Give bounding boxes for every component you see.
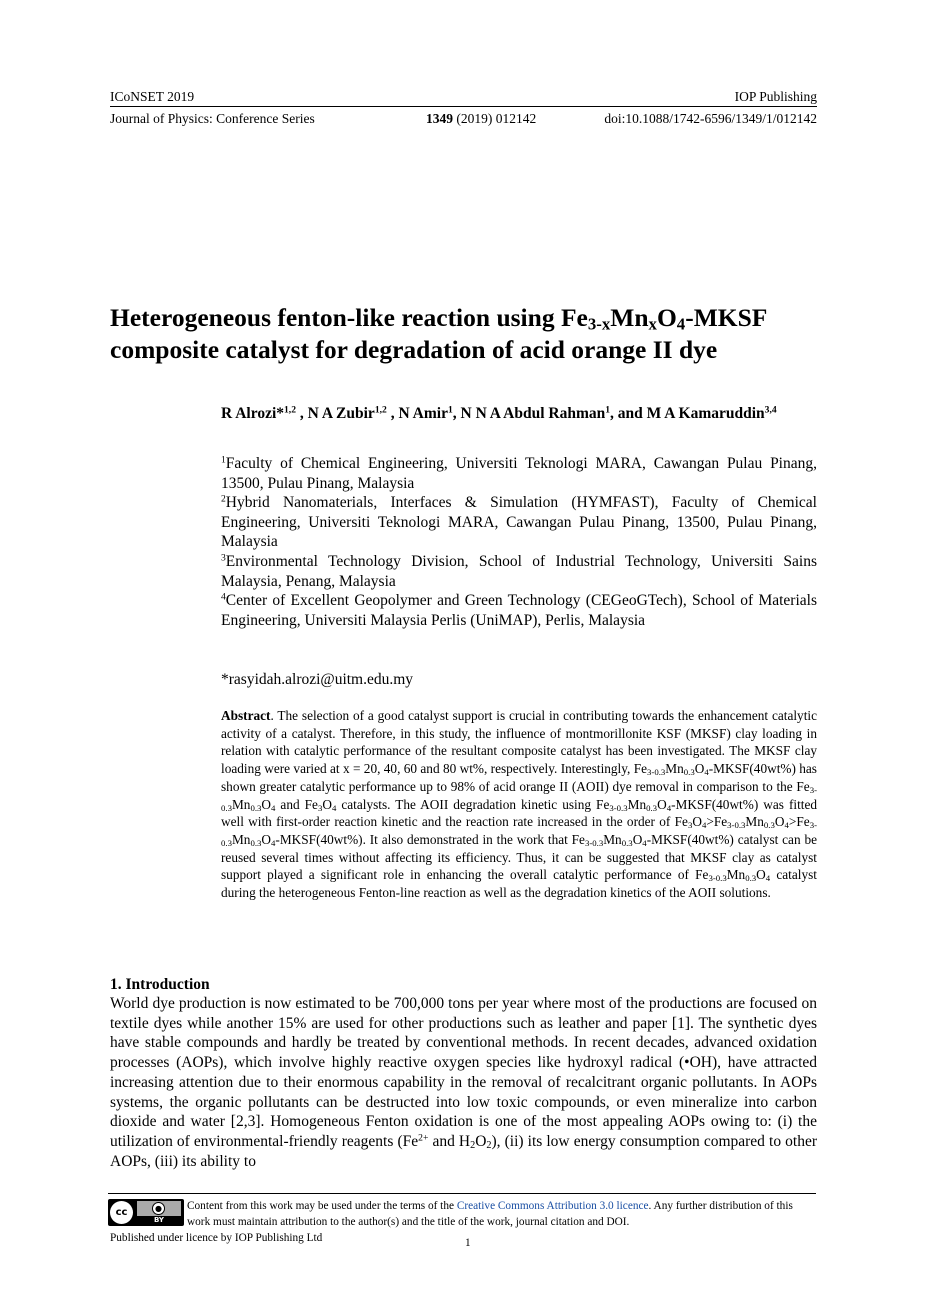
cc-icon: cc — [110, 1201, 133, 1224]
corresponding-email[interactable]: *rasyidah.alrozi@uitm.edu.my — [221, 671, 414, 688]
section-heading-introduction: 1. Introduction — [110, 976, 210, 993]
affiliations — [221, 454, 817, 630]
affiliation-item: $^3$Environmental Technology Division, School of Industrial Technology, Universiti Sains Malaysia, Penang, Malaysia — [221, 552, 817, 590]
affiliation-item: $^1$Faculty of Chemical Engineering, Universiti Teknologi MARA, Cawangan Pulau Pinang, 13500, Pulau Pinang, Malaysia — [221, 454, 817, 492]
author-list: R Alrozi*$^{1,2}$ , N A Zubir$^{1,2}$ , N Amir$^1$, N N A Abdul Rahman$^1$, and M A Kamaruddin$^{3,4}$ — [221, 404, 777, 422]
header-publisher: IOP Publishing — [734, 89, 817, 104]
abstract-label: Abstract — [221, 708, 271, 723]
header-conference: ICoNSET 2019 — [110, 89, 195, 104]
by-attribution-icon — [137, 1201, 181, 1224]
license-text: Content from this work may be used under the terms of the Creative Commons Attribution 3.0 licence. Any further distribution of this work must maintain attribution to the author(s) and the title of the work, journal citation and DOI. — [187, 1200, 793, 1228]
introduction-body: World dye production is now estimated to be 700,000 tons per year where most of the productions are focused on textile dyes while another 15% are used for other productions such as leather and paper [1]. The synthetic dyes have stable compounds and hardly be treated by conventional methods. In recent decades, advanced oxidation processes (AOPs), which involve highly reactive oxygen species like hydroxyl radical (•OH), have attracted increasing attention due to their enormous capability in the removal of recalcitrant organic pollutants. In AOPs systems, the organic pollutants can be destructed into low toxic compounds, or even mineralize into carbon dioxide and water [2,3]. Homogeneous Fenton oxidation is one of the most appealing AOPs owing to: (i) the utilization of environmental-friendly reagents ($Fe^{2+}$ and $H_2O_2$), (ii) its low energy consumption compared to other AOPs, (iii) its ability to — [110, 995, 817, 1170]
header-volume-line — [426, 111, 536, 127]
header-doi: doi:10.1088/1742-6596/1349/1/012142 — [604, 111, 817, 126]
published-under-licence: Published under licence by IOP Publishing Ltd — [110, 1232, 323, 1244]
cc-by-label: BY — [137, 1216, 181, 1224]
footer-rule — [108, 1193, 816, 1194]
cc-by-license-badge[interactable] — [108, 1199, 184, 1226]
affiliation-item: $^4$Center of Excellent Geopolymer and Green Technology (CEGeoGTech), School of Materials Engineering, Universiti Malaysia Perlis (UniMAP), Perlis, Malaysia — [221, 591, 817, 629]
header-year-article: (2019) 012142 — [456, 111, 537, 126]
abstract: Abstract. The selection of a good catalyst support is crucial in contributing towards the enhancement catalytic activity of a catalyst. Therefore, in this study, the influence of montmorillonite KSF (MKSF) clay loading in relation with catalytic performance of the resultant composite catalyst has been investigated. The MKSF clay loading were varied at x = 20, 40, 60 and 80 wt%, respectively. Interestingly, $Fe_{3-0.3}Mn_{0.3}O_4-MKSF(40wt\%)$ has shown greater catalytic performance up to 98% of acid orange II (AOII) dye removal in comparison to the $Fe_{3-0.3}Mn_{0.3}O_4$ and $Fe_3O_4$ catalysts. The AOII degradation kinetic using $Fe_{3-0.3}Mn_{0.3}O_4-MKSF(40wt\%)$ was fitted well with first-order reaction kinetic and the reaction rate increased in the order of $Fe_3O_4>Fe_{3-0.3}Mn_{0.3}O_4>Fe_{3-0.3}Mn_{0.3}O_4-MKSF(40wt\%)$. It also demonstrated in the work that $Fe_{3-0.3}Mn_{0.3}O_4-MKSF(40wt\%)$ catalyst can be reused several times without affecting its efficiency. Thus, it can be suggested that MKSF clay as catalyst support played a significant role in enhancing the overall catalytic performance of $Fe_{3-0.3}Mn_{0.3}O_4$ catalyst during the heterogeneous Fenton-line reaction as well as the degradation kinetics of the AOII solutions. — [221, 708, 818, 901]
license-link[interactable]: Creative Commons Attribution 3.0 licence — [456, 1200, 649, 1212]
header-rule — [110, 106, 817, 107]
paper-title: Heterogeneous fenton-like reaction using $Fe_{3-x}Mn_xO_4$-MKSF composite catalyst for degradation of acid orange II dye — [110, 303, 767, 364]
person-icon: ● — [152, 1202, 165, 1215]
page-number: 1 — [465, 1237, 471, 1249]
affiliation-item: $^2$Hybrid Nanomaterials, Interfaces & Simulation (HYMFAST), Faculty of Chemical Engineering, Universiti Teknologi MARA, Cawangan Pulau Pinang, 13500, Pulau Pinang, Malaysia — [221, 493, 817, 551]
header-volume: 1349 — [426, 111, 453, 126]
header-journal: Journal of Physics: Conference Series — [110, 111, 315, 126]
